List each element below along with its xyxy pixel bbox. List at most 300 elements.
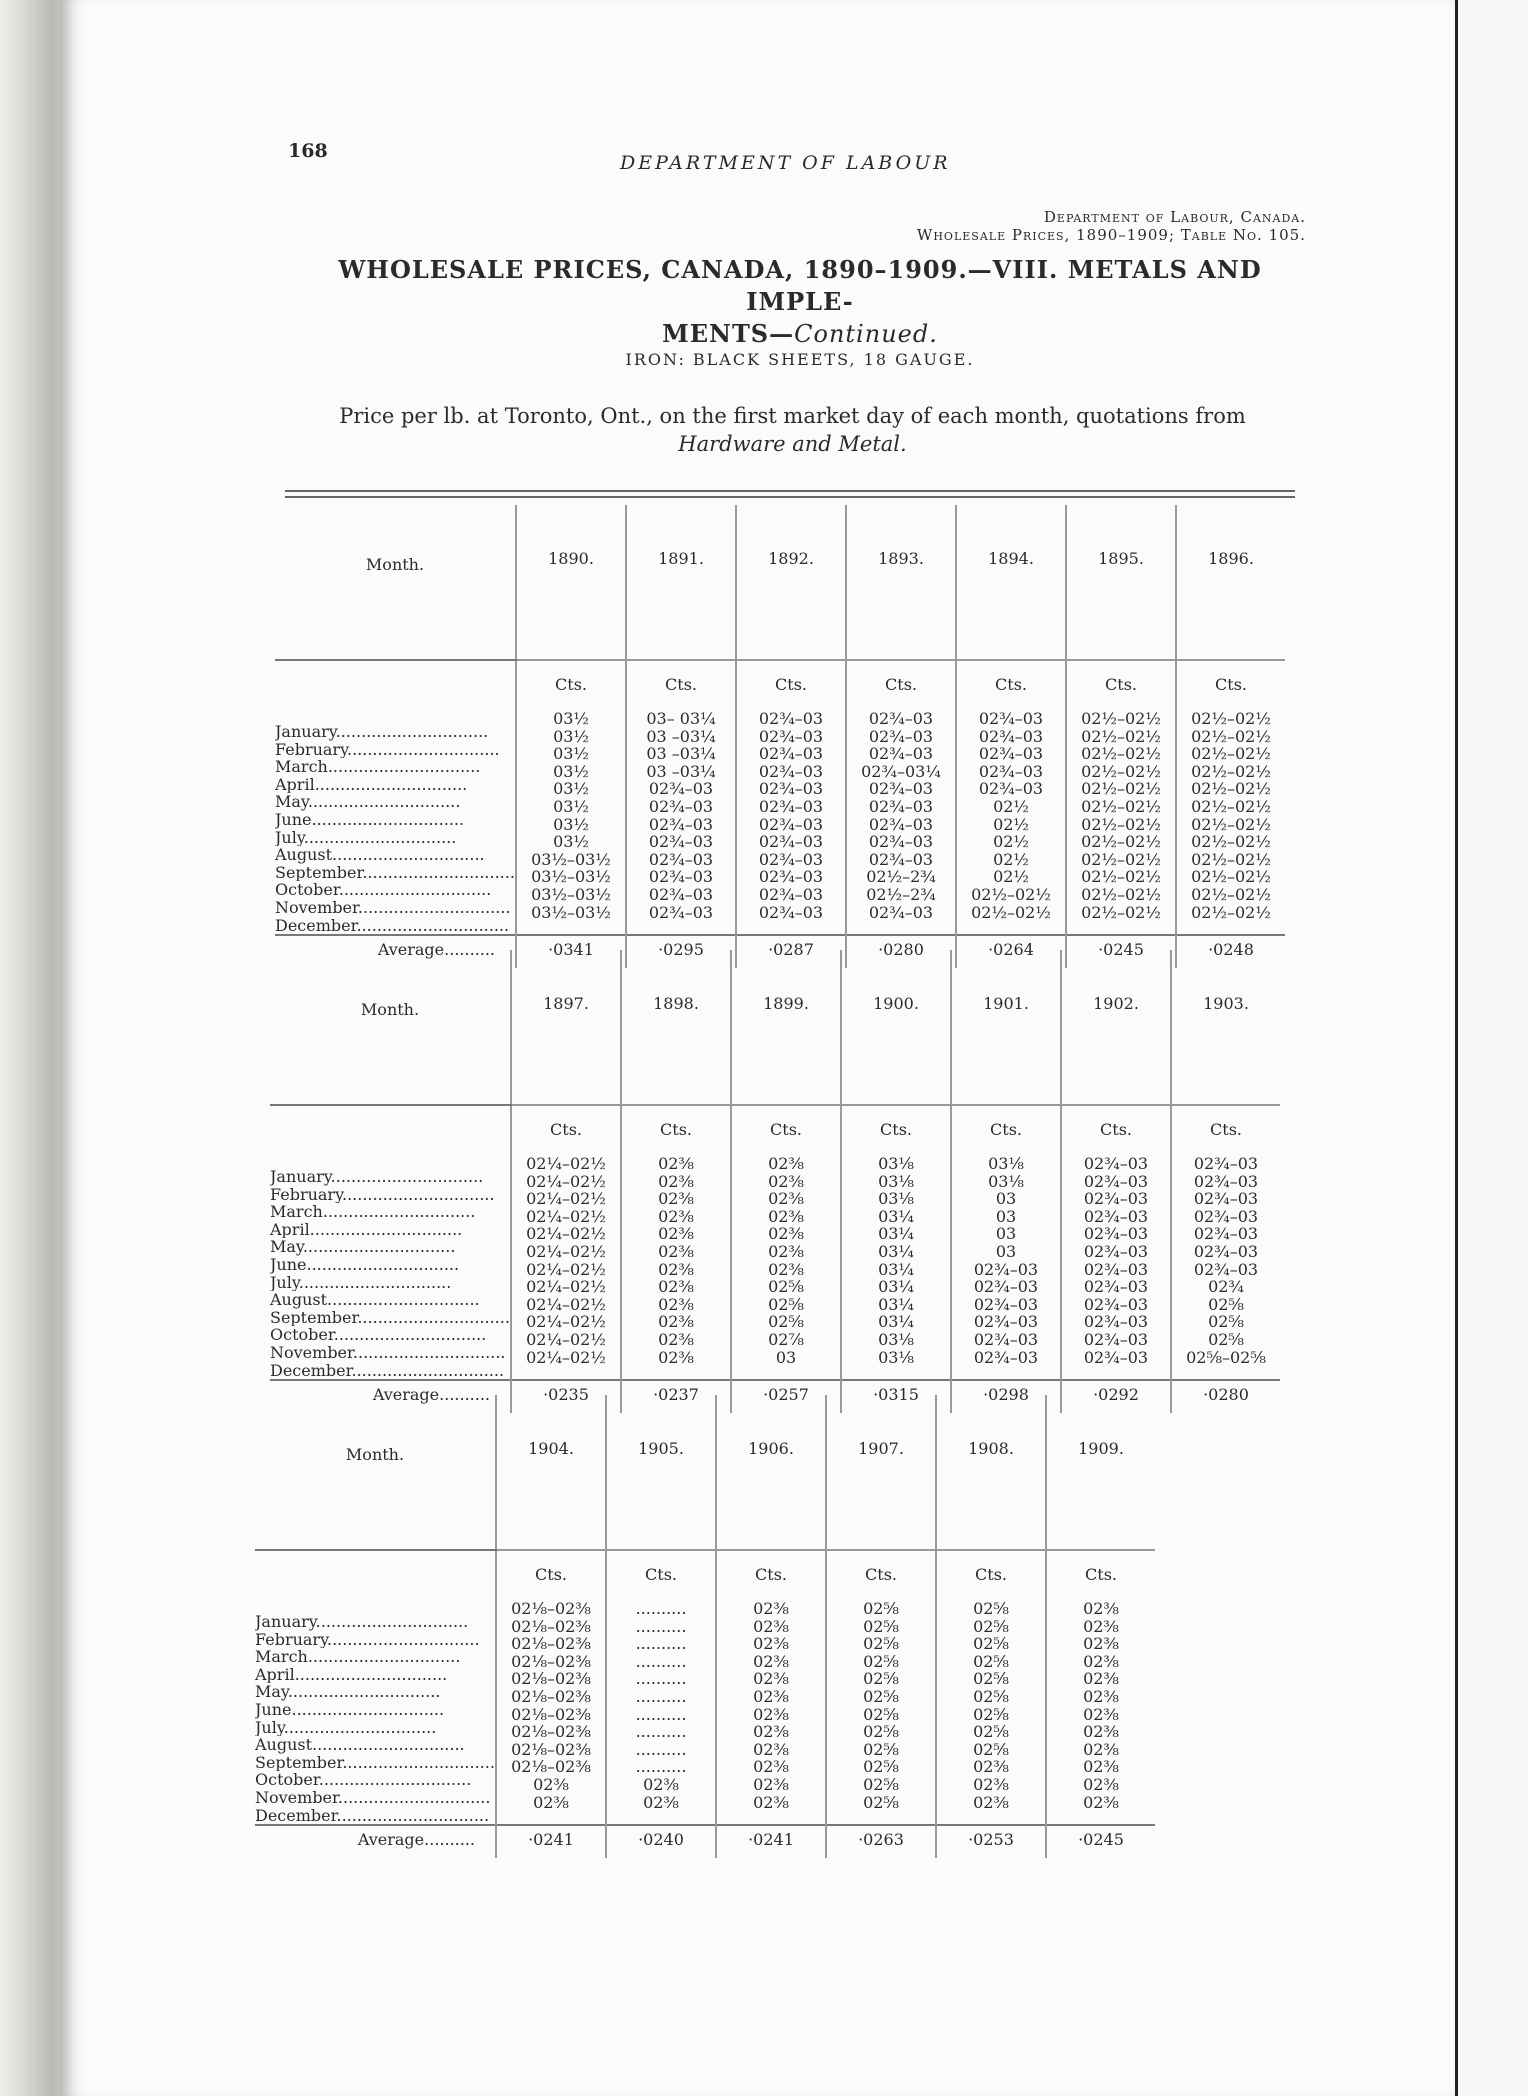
page-title: [290, 254, 1310, 350]
price-block: [255, 1395, 1155, 1858]
price-value: 03 –03¼: [646, 726, 716, 746]
month-label: February..............................: [255, 1630, 480, 1649]
value-list: [827, 1600, 935, 1811]
price-value: 02⅜: [753, 1669, 789, 1689]
price-value: 02⅝: [863, 1599, 899, 1618]
price-value: 02¼–02½: [526, 1189, 606, 1209]
month-label: September..............................: [270, 1308, 510, 1327]
price-value: 03¼: [878, 1259, 914, 1279]
price-value: 02¼–02½: [526, 1259, 606, 1279]
price-value: 02⅜: [768, 1259, 804, 1279]
price-value: 02⅝: [1208, 1329, 1244, 1349]
month-label: December..............................: [275, 916, 510, 935]
price-value: 02¾–03: [973, 1294, 1039, 1314]
price-value: ..........: [635, 1739, 687, 1759]
price-value: ..........: [635, 1669, 687, 1689]
price-value: 02¾–03: [1193, 1171, 1259, 1191]
year-header: 1909.: [1046, 1395, 1155, 1550]
price-value: 02¼–02½: [526, 1347, 606, 1367]
price-value: 02¾–03: [1083, 1347, 1149, 1367]
price-value: 02⅜: [1083, 1722, 1119, 1742]
unit-label: Cts.: [1085, 1565, 1117, 1584]
price-value: 03⅛: [878, 1189, 914, 1209]
price-value: 02⅝: [863, 1722, 899, 1742]
month-label: May..............................: [275, 793, 461, 811]
price-value: 02⅝: [863, 1669, 899, 1689]
price-value: 02¾–03: [648, 814, 714, 834]
price-value: 02¾–03: [758, 902, 824, 922]
price-value: 02⅜: [658, 1241, 694, 1261]
year-header: 1890.: [516, 505, 626, 660]
year-column: [716, 1550, 826, 1825]
average-label: Average..........: [275, 935, 516, 968]
price-value: 02¾: [1208, 1277, 1244, 1297]
month-label: December..............................: [255, 1806, 490, 1825]
unit-label: Cts.: [1100, 1120, 1132, 1139]
value-list: [952, 1155, 1060, 1366]
average-value: ·0264: [956, 935, 1066, 968]
header-row: [275, 505, 1285, 660]
value-list: [622, 1155, 730, 1366]
value-list: [607, 1600, 715, 1811]
table-description: [280, 402, 1305, 458]
year-header: 1895.: [1066, 505, 1176, 660]
price-value: 03 –03¼: [646, 744, 716, 764]
price-value: 02½–02½: [1081, 849, 1161, 869]
price-value: 02⅛–02⅜: [511, 1686, 591, 1706]
year-column: [606, 1550, 716, 1825]
price-value: 02½–02½: [1191, 726, 1271, 746]
price-value: 02¼–02½: [526, 1312, 606, 1332]
price-value: 02¾–03: [1193, 1241, 1259, 1261]
unit-label: Cts.: [975, 1565, 1007, 1584]
year-header: 1907.: [826, 1395, 936, 1550]
price-value: 02¾–03: [1083, 1329, 1149, 1349]
month-label: March..............................: [275, 758, 481, 776]
month-label: November..............................: [275, 898, 511, 917]
price-value: 02¾–03: [648, 796, 714, 816]
price-value: 02¾–03: [758, 849, 824, 869]
month-header: Month.: [275, 505, 516, 660]
price-value: ..........: [635, 1634, 687, 1654]
price-value: 02¾–03: [868, 849, 934, 869]
top-double-rule: [285, 490, 1295, 492]
price-value: 02⅝: [1208, 1312, 1244, 1332]
price-value: 02⅜: [768, 1206, 804, 1226]
price-value: 02⅜: [643, 1774, 679, 1794]
price-value: 02⅜: [1083, 1599, 1119, 1618]
average-label: Average..........: [270, 1380, 511, 1413]
value-list: [937, 1600, 1045, 1811]
price-value: 02½–02½: [1191, 832, 1271, 852]
month-label: August..............................: [255, 1736, 465, 1754]
price-value: 02¾–03: [648, 832, 714, 852]
header-row: [255, 1395, 1155, 1550]
price-value: 02½–02½: [971, 902, 1051, 922]
value-list: [1067, 710, 1175, 921]
price-value: 02½–02½: [1191, 796, 1271, 816]
price-value: 02¾–03: [1083, 1171, 1149, 1191]
price-value: 02⅜: [658, 1277, 694, 1297]
price-value: 02⅝: [973, 1686, 1009, 1706]
price-value: 02⅜: [1083, 1686, 1119, 1706]
data-row: [275, 660, 1285, 935]
price-value: 03– 03¼: [646, 709, 716, 728]
month-label: April..............................: [270, 1220, 463, 1239]
month-label: July..............................: [275, 828, 457, 847]
price-value: ..........: [635, 1686, 687, 1706]
price-value: 03¼: [878, 1241, 914, 1261]
price-value: 02⅝: [768, 1312, 804, 1332]
price-value: 02¾–03: [1083, 1312, 1149, 1332]
price-value: 02¾–03: [758, 761, 824, 781]
price-value: 02⅝: [973, 1722, 1009, 1742]
price-value: 02¾–03: [868, 902, 934, 922]
price-value: 02⅜: [768, 1171, 804, 1191]
month-label: January..............................: [270, 1168, 484, 1186]
price-value: ..........: [635, 1757, 687, 1777]
price-value: 02½: [993, 867, 1029, 887]
price-value: 02¾–03: [868, 779, 934, 799]
price-value: 02¾–03: [648, 849, 714, 869]
average-value: ·0280: [1171, 1380, 1280, 1413]
price-value: 03: [995, 1189, 1017, 1209]
value-list: [1177, 710, 1285, 921]
price-value: 02⅜: [533, 1792, 569, 1812]
price-value: 03½–03½: [531, 849, 611, 869]
price-value: 02⅛–02⅜: [511, 1651, 591, 1671]
value-list: [1062, 1155, 1170, 1366]
month-label: August..............................: [275, 846, 485, 864]
price-value: 03½–03½: [531, 867, 611, 887]
price-value: 02⅜: [1083, 1739, 1119, 1759]
price-value: 02½–02½: [1081, 726, 1161, 746]
price-value: 02½–02½: [1191, 814, 1271, 834]
price-value: ..........: [635, 1704, 687, 1724]
price-value: 02⅜: [1083, 1651, 1119, 1671]
price-value: 03: [775, 1347, 797, 1367]
price-value: 02⅝: [863, 1634, 899, 1654]
month-list: [275, 660, 516, 935]
month-label: July..............................: [270, 1273, 452, 1292]
month-label: June..............................: [255, 1700, 445, 1719]
month-list: [255, 1550, 496, 1825]
month-label: March..............................: [270, 1203, 476, 1221]
average-value: ·0341: [516, 935, 626, 968]
price-value: 02¾–03: [758, 779, 824, 799]
price-value: 02¾–03: [648, 779, 714, 799]
average-value: ·0237: [621, 1380, 731, 1413]
facing-page-edge: [1455, 0, 1528, 2096]
price-value: 02⅜: [753, 1739, 789, 1759]
price-value: 02⅝: [768, 1294, 804, 1314]
price-value: 02⅝: [863, 1774, 899, 1794]
price-value: 02⅜: [658, 1224, 694, 1244]
price-value: 02¾–03: [1083, 1206, 1149, 1226]
price-value: 03½: [553, 709, 589, 728]
data-row: [270, 1105, 1280, 1380]
price-value: 02⅝: [863, 1792, 899, 1812]
price-value: 02⅜: [753, 1599, 789, 1618]
year-header: 1899.: [731, 950, 841, 1105]
title-continued: Continued.: [794, 320, 938, 348]
average-value: ·0287: [736, 935, 846, 968]
month-label: May..............................: [255, 1683, 441, 1701]
page-number: 168: [288, 140, 328, 162]
year-column: [1066, 660, 1176, 935]
month-label: July..............................: [255, 1718, 437, 1737]
price-value: 02¾–03: [758, 814, 824, 834]
title-line-2: [290, 318, 1310, 350]
title-line-1: WHOLESALE PRICES, CANADA, 1890–1909.—VIII. METALS AND IMPLE-: [338, 255, 1262, 316]
value-list: [732, 1155, 840, 1366]
price-value: 02½–02½: [1191, 779, 1271, 799]
price-value: 02¼–02½: [526, 1241, 606, 1261]
price-value: ..........: [635, 1722, 687, 1742]
value-list: [512, 1155, 620, 1366]
price-value: 02¾–03: [1083, 1189, 1149, 1209]
value-list: [957, 710, 1065, 921]
price-value: 02⅜: [1083, 1669, 1119, 1689]
month-label: October..............................: [270, 1326, 487, 1344]
price-value: 03½: [553, 814, 589, 834]
month-label: January..............................: [275, 723, 489, 741]
price-value: 02⅜: [658, 1329, 694, 1349]
price-value: 02¼–02½: [526, 1277, 606, 1297]
price-block: [270, 950, 1280, 1413]
unit-label: Cts.: [880, 1120, 912, 1139]
price-value: 02⅜: [658, 1259, 694, 1279]
average-value: ·0253: [936, 1825, 1046, 1858]
price-value: 02⅜: [658, 1189, 694, 1209]
price-value: 03⅛: [878, 1329, 914, 1349]
average-value: ·0292: [1061, 1380, 1171, 1413]
price-value: 02¼–02½: [526, 1154, 606, 1173]
year-column: [1061, 1105, 1171, 1380]
unit-label: Cts.: [1215, 675, 1247, 694]
price-value: 02½–02½: [1081, 779, 1161, 799]
price-value: 02¾–03: [868, 726, 934, 746]
price-value: 02⅝: [768, 1277, 804, 1297]
price-value: 03⅛: [988, 1154, 1024, 1173]
price-value: 02⅜: [768, 1189, 804, 1209]
price-value: 02⅝: [973, 1634, 1009, 1654]
unit-label: Cts.: [665, 675, 697, 694]
price-value: 02½–02½: [1191, 849, 1271, 869]
year-column: [951, 1105, 1061, 1380]
price-value: 02⅜: [753, 1634, 789, 1654]
year-header: 1906.: [716, 1395, 826, 1550]
price-value: 02⅜: [753, 1616, 789, 1636]
price-value: 02½–02½: [1081, 796, 1161, 816]
price-value: 02⅜: [753, 1774, 789, 1794]
price-value: 03⅛: [878, 1171, 914, 1191]
price-value: 02¾–03: [978, 761, 1044, 781]
month-header: Month.: [270, 950, 511, 1105]
price-value: 02⅜: [753, 1704, 789, 1724]
price-value: 02¾–03: [1193, 1154, 1259, 1173]
month-label: June..............................: [270, 1255, 460, 1274]
price-value: 02⅜: [753, 1757, 789, 1777]
price-value: 02½–2¾: [866, 867, 936, 887]
price-value: 03: [995, 1241, 1017, 1261]
unit-label: Cts.: [1105, 675, 1137, 694]
year-column: [511, 1105, 621, 1380]
price-value: 02¾–03: [1083, 1224, 1149, 1244]
price-value: 03½–03½: [531, 902, 611, 922]
month-label: February..............................: [275, 740, 500, 759]
price-value: 02¾–03: [648, 902, 714, 922]
dept-note: [917, 208, 1306, 244]
price-value: 02⅛–02⅜: [511, 1739, 591, 1759]
year-column: [516, 660, 626, 935]
year-header: 1900.: [841, 950, 951, 1105]
title-cont: MENTS—: [662, 319, 795, 348]
average-value: ·0263: [826, 1825, 936, 1858]
price-value: 02½–02½: [1191, 761, 1271, 781]
price-value: 02¾–03: [868, 814, 934, 834]
price-value: 02⅜: [753, 1722, 789, 1742]
unit-label: Cts.: [1210, 1120, 1242, 1139]
average-value: ·0241: [716, 1825, 826, 1858]
price-value: 03½: [553, 761, 589, 781]
price-value: 02¾–03: [1083, 1241, 1149, 1261]
month-label: May..............................: [270, 1238, 456, 1256]
unit-label: Cts.: [775, 675, 807, 694]
month-label: June..............................: [275, 810, 465, 829]
average-value: ·0315: [841, 1380, 951, 1413]
value-list: [627, 710, 735, 921]
price-value: 02¼–02½: [526, 1329, 606, 1349]
value-list: [1172, 1155, 1280, 1366]
month-header: Month.: [255, 1395, 496, 1550]
month-label: September..............................: [255, 1753, 495, 1772]
price-value: 02¾–03: [758, 744, 824, 764]
year-header: 1894.: [956, 505, 1066, 660]
price-value: 02¾–03: [978, 726, 1044, 746]
year-column: [626, 660, 736, 935]
price-value: 02⅜: [643, 1792, 679, 1812]
price-value: 03½: [553, 796, 589, 816]
price-value: 02⅜: [1083, 1616, 1119, 1636]
month-list: [270, 1105, 511, 1380]
month-label: January..............................: [255, 1613, 469, 1631]
year-column: [621, 1105, 731, 1380]
year-column: [1171, 1105, 1280, 1380]
average-value: ·0257: [731, 1380, 841, 1413]
price-value: 02⅜: [658, 1171, 694, 1191]
price-value: 02⅛–02⅜: [511, 1722, 591, 1742]
month-label: November..............................: [270, 1343, 506, 1362]
price-value: 02¾–03: [758, 832, 824, 852]
dept-note-line: Wholesale Prices, 1890–1909; Table No. 105.: [916, 226, 1306, 244]
average-value: ·0280: [846, 935, 956, 968]
price-value: 02⅜: [533, 1774, 569, 1794]
year-header: 1901.: [951, 950, 1061, 1105]
price-value: 02⅜: [658, 1206, 694, 1226]
price-value: 02½: [993, 832, 1029, 852]
price-value: 03: [995, 1206, 1017, 1226]
price-value: 02¾–03: [1193, 1259, 1259, 1279]
price-value: 02¼–02½: [526, 1171, 606, 1191]
price-value: 02¾–03: [978, 709, 1044, 728]
price-value: 02½–02½: [1191, 902, 1271, 922]
price-value: 02½–02½: [1081, 761, 1161, 781]
average-value: ·0235: [511, 1380, 621, 1413]
unit-label: Cts.: [770, 1120, 802, 1139]
price-value: 02⅝: [973, 1651, 1009, 1671]
year-header: 1898.: [621, 950, 731, 1105]
year-column: [936, 1550, 1046, 1825]
average-value: ·0298: [951, 1380, 1061, 1413]
year-header: 1891.: [626, 505, 736, 660]
price-value: 02⅜: [973, 1757, 1009, 1777]
price-value: 02⅝: [863, 1686, 899, 1706]
header-row: [270, 950, 1280, 1105]
price-value: 02⅛–02⅜: [511, 1616, 591, 1636]
price-value: 02¾–03: [1193, 1224, 1259, 1244]
price-value: 02¾–03: [1083, 1259, 1149, 1279]
year-header: 1902.: [1061, 950, 1171, 1105]
value-list: [717, 1600, 825, 1811]
data-row: [255, 1550, 1155, 1825]
price-value: 03¼: [878, 1294, 914, 1314]
month-label: November..............................: [255, 1788, 491, 1807]
description-line: Price per lb. at Toronto, Ont., on the first market day of each month, quotations from: [339, 404, 1246, 428]
price-value: 03½: [553, 832, 589, 852]
month-label: October..............................: [255, 1771, 472, 1789]
price-value: 02¾–03: [978, 779, 1044, 799]
price-value: 02¾–03: [648, 884, 714, 904]
price-value: 02⅜: [658, 1347, 694, 1367]
price-value: 02½–2¾: [866, 884, 936, 904]
price-value: 02¾–03: [868, 796, 934, 816]
year-header: 1893.: [846, 505, 956, 660]
price-value: 02⅝: [863, 1739, 899, 1759]
price-value: 02¼–02½: [526, 1206, 606, 1226]
price-value: 02¾–03: [978, 744, 1044, 764]
price-value: 02⅜: [753, 1792, 789, 1812]
running-head: DEPARTMENT OF LABOUR: [620, 152, 951, 174]
price-value: 02⅝: [973, 1704, 1009, 1724]
description-source: Hardware and Metal.: [678, 432, 907, 456]
price-value: ..........: [635, 1616, 687, 1636]
average-value: ·0241: [496, 1825, 606, 1858]
price-value: 03½–03½: [531, 884, 611, 904]
price-value: 02½–02½: [1081, 709, 1161, 728]
average-value: ·0295: [626, 935, 736, 968]
price-value: 02⅝: [1208, 1294, 1244, 1314]
price-value: 02⅜: [658, 1154, 694, 1173]
price-value: 02⅜: [768, 1224, 804, 1244]
price-value: 02¾–03: [973, 1259, 1039, 1279]
price-value: 02¾–03¼: [861, 761, 941, 781]
price-value: 02¾–03: [758, 796, 824, 816]
price-value: 02⅞: [768, 1329, 804, 1349]
year-column: [841, 1105, 951, 1380]
price-value: 02¾–03: [758, 867, 824, 887]
price-value: 02⅝: [863, 1651, 899, 1671]
price-value: 02½: [993, 796, 1029, 816]
unit-label: Cts.: [755, 1565, 787, 1584]
month-label: February..............................: [270, 1185, 495, 1204]
price-value: 02¾–03: [1193, 1206, 1259, 1226]
price-value: 02⅜: [658, 1294, 694, 1314]
price-value: 02½–02½: [1081, 832, 1161, 852]
year-header: 1908.: [936, 1395, 1046, 1550]
price-value: 02⅜: [658, 1312, 694, 1332]
price-value: 02¾–03: [868, 709, 934, 728]
